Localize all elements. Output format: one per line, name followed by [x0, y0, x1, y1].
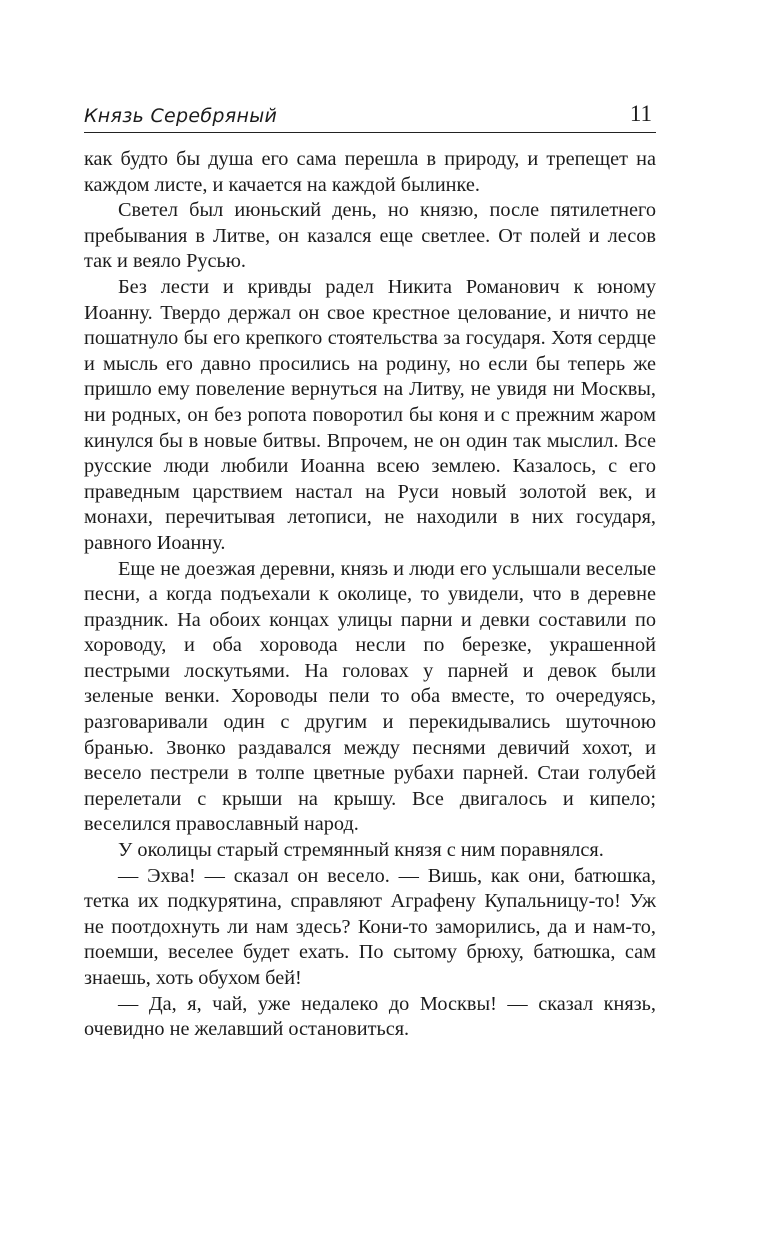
paragraph: Еще не доезжая деревни, князь и люди его услышали веселые песни, а когда подъехали к околице, то увидели, что в деревне праздник. На обоих концах улицы парни и девки составили по хороводу, и оба хоровода несли по березке, украшенной пестрыми лоскутьями. На головах у парней и девок были зеленые венки. Хороводы пели то оба вместе, то очередуясь, разговаривали один с другим и перекидывались шуточною бранью. Звонко раздавался между песнями девичий хохот, и весело пестрели в толпе цветные рубахи парней. Стаи голубей перелетали с крыши на крышу. Все двигалось и кипело; веселился православный народ. — [84, 557, 656, 836]
paragraph: — Эхва! — сказал он весело. — Вишь, как они, батюшка, тетка их подкурятина, справляют Аграфену Купальницу-то! Уж не поотдохнуть ли нам здесь? Кони-то заморились, да и нам-то, поемши, веселее будет ехать. По сытому брюху, батюшка, сам знаешь, хоть обухом бей! — [84, 864, 656, 989]
paragraph: — Да, я, чай, уже недалеко до Москвы! — сказал князь, очевидно не желавший остановиться. — [84, 992, 656, 1041]
paragraph: У околицы старый стремянный князя с ним поравнялся. — [118, 839, 604, 862]
paragraph: Без лести и кривды радел Никита Романович к юному Иоанну. Твердо держал он свое крестное целование, и ничто не пошатнуло бы его крепкого стоятельства за государя. Хотя сердце и мысль его давно просились на родину, но если бы теперь же пришло ему повеление вернуться на Литву, не увидя ни Москвы, ни родных, он без ропота поворотил бы коня и с прежним жаром кинулся бы в новые битвы. Впрочем, не он один так мыслил. Все русские люди любили Иоанна всею землею. Казалось, с его праведным царствием настал на Руси новый золотой век, и монахи, перечитывая летописи, не находили в них государя, равного Иоанну. — [84, 275, 656, 554]
body-text — [84, 147, 656, 1043]
page-number: 11 — [629, 101, 652, 126]
book-title: Князь Серебряный — [84, 105, 278, 127]
book-page — [84, 96, 656, 1043]
paragraph: как будто бы душа его сама перешла в природу, и трепещет на каждом листе, и качается на каждой былинке. — [84, 148, 656, 196]
paragraph: Светел был июньский день, но князю, после пятилетнего пребывания в Литве, он казался еще светлее. От полей и лесов так и веяло Русью. — [84, 199, 656, 273]
running-header — [84, 96, 656, 133]
